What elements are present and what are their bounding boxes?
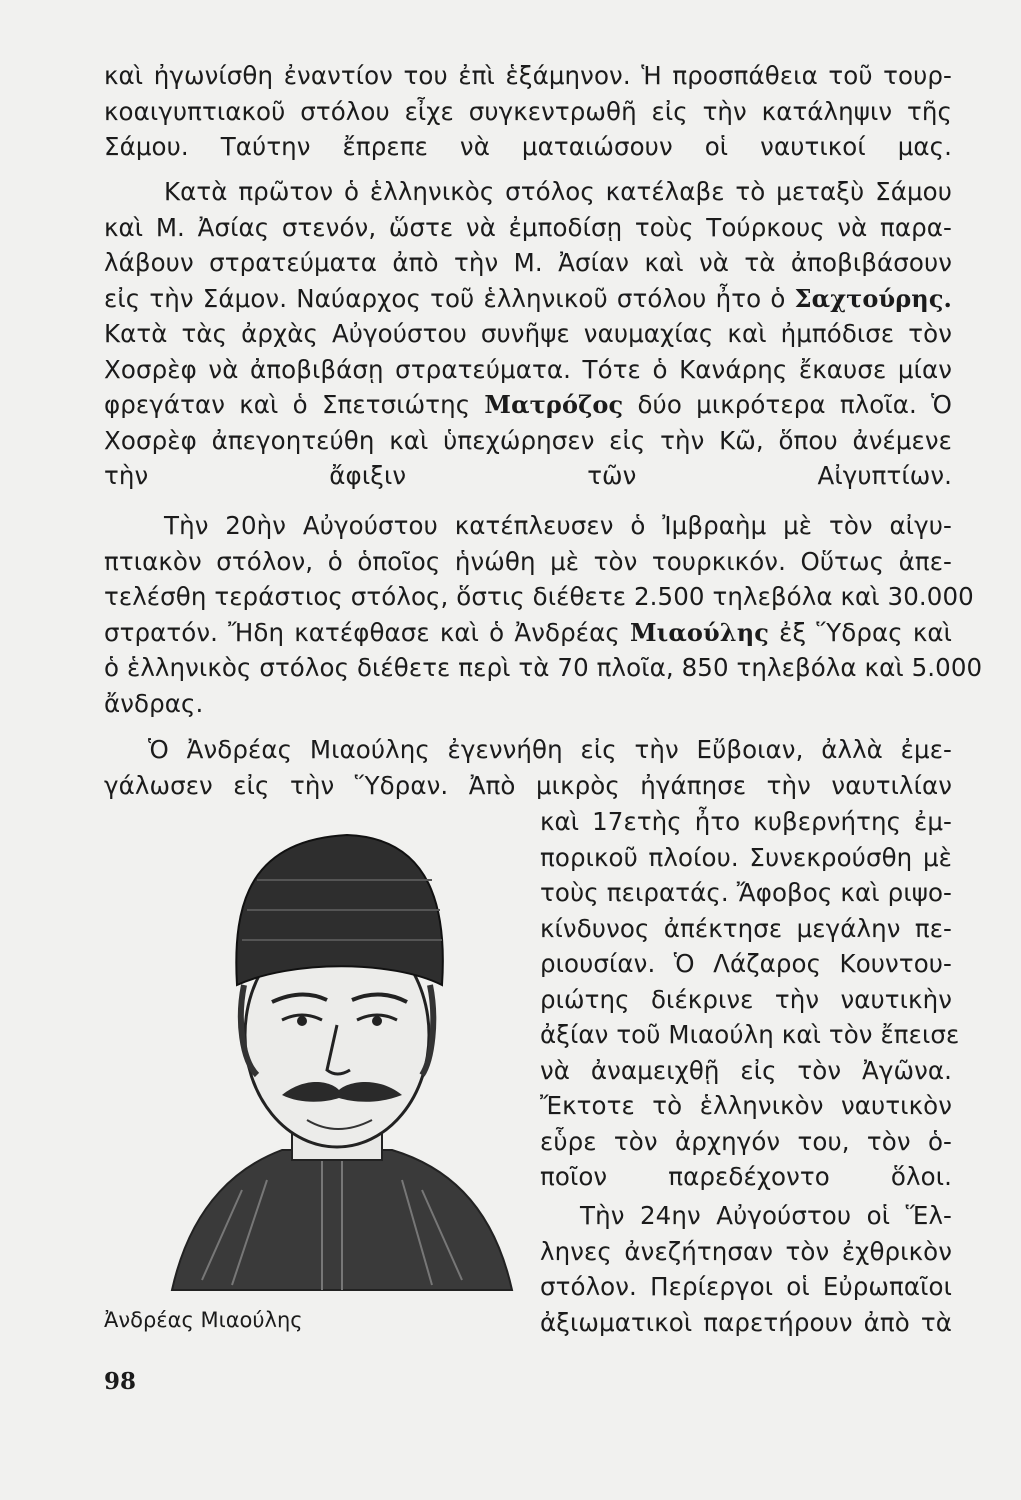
text-segment: φρεγάταν καὶ ὁ Σπετσιώτης (104, 390, 485, 419)
text-line: Σάμου. Ταύτην ἔπρεπε νὰ ματαιώσουν οἱ ναυτικοί μας. (104, 132, 952, 161)
text-line: γάλωσεν εἰς τὴν Ὕδραν. Ἀπὸ μικρὸς ἠγάπησε τὴν ναυτιλίαν (104, 770, 952, 800)
text-segment: εἰς τὴν Σάμον. Ναύαρχος τοῦ ἑλληνικοῦ στόλου ἦτο ὁ (104, 283, 795, 313)
text-line: Χοσρὲφ ἀπεγοητεύθη καὶ ὑπεχώρησεν εἰς τὴν Κῶ, ὅπου ἀνέμενε (104, 425, 952, 455)
text-line (104, 281, 952, 317)
portrait-pupil (297, 1016, 307, 1026)
name-miaoulis: Μιαούλης (629, 617, 769, 647)
text-line: ὁ ἑλληνικὸς στόλος διέθετε περὶ τὰ 70 πλοῖα, 850 τηλεβόλα καὶ 5.000 (104, 653, 983, 682)
text-line: ριουσίαν. Ὁ Λάζαρος Κουντου- (540, 949, 952, 978)
text-line (104, 387, 952, 423)
text-line: τελέσθη τεράστιος στόλος, ὅστις διέθετε 2.500 τηλεβόλα καὶ 30.000 (104, 582, 974, 611)
text-line: κοαιγυπτιακοῦ στόλου εἶχε συγκεντρωθῆ εἰς τὴν κατάληψιν τῆς (104, 96, 952, 126)
portrait-illustration (132, 820, 524, 1320)
name-matrozos: Ματρόζος (484, 390, 624, 419)
text-line: στόλον. Περίεργοι οἱ Εὐρωπαῖοι (540, 1272, 952, 1301)
text-line: καὶ 17ετὴς ἦτο κυβερνήτης ἐμ- (540, 807, 952, 836)
text-segment: ἐξ Ὕδρας καὶ (768, 617, 952, 647)
paragraph-4-full (104, 732, 952, 803)
text-line: Τὴν 20ὴν Αὐγούστου κατέπλευσεν ὁ Ἰμβραὴμ μὲ τὸν αἰγυ- (164, 511, 952, 540)
text-line: πορικοῦ πλοίου. Συνεκρούσθη μὲ (540, 842, 952, 872)
paragraph-3 (104, 508, 983, 721)
paragraph-2 (104, 174, 952, 494)
text-line (104, 615, 952, 651)
text-line: τοὺς πειρατάς. Ἄφοβος καὶ ριψο- (540, 878, 952, 907)
text-line: καὶ Μ. Ἀσίας στενόν, ὥστε νὰ ἐμποδίσῃ τοὺς Τούρκους νὰ παρα- (104, 212, 952, 242)
text-line: ριώτης διέκρινε τὴν ναυτικὴν (540, 984, 952, 1014)
text-line: Κατὰ τὰς ἀρχὰς Αὐγούστου συνῆψε ναυμαχίας καὶ ἠμπόδισε τὸν (104, 319, 952, 348)
paragraph-1 (104, 58, 952, 165)
portrait-caption: Ἀνδρέας Μιαούλης (104, 1308, 303, 1332)
text-segment: δύο μικρότερα πλοῖα. Ὁ (623, 390, 953, 419)
text-line: Χοσρὲφ νὰ ἀποβιβάσῃ στρατεύματα. Τότε ὁ Κανάρης ἔκαυσε μίαν (104, 354, 952, 384)
text-line: πτιακὸν στόλον, ὁ ὁποῖος ἡνώθη μὲ τὸν τουρκικόν. Οὕτως ἀπε- (104, 546, 952, 576)
paragraph-5-narrow (540, 1198, 952, 1340)
text-line: ἀξιωματικοὶ παρετήρουν ἀπὸ τὰ (540, 1307, 952, 1337)
portrait-pupil (372, 1016, 382, 1026)
text-line: λάβουν στρατεύματα ἀπὸ τὴν Μ. Ἀσίαν καὶ νὰ τὰ ἀποβιβάσουν (104, 248, 952, 277)
text-line: νὰ ἀναμειχθῇ εἰς τὸν Ἀγῶνα. (540, 1055, 952, 1085)
page-number: 98 (104, 1368, 137, 1395)
text-line: εὗρε τὸν ἀρχηγόν του, τὸν ὁ- (540, 1126, 952, 1156)
text-line: Ἔκτοτε τὸ ἑλληνικὸν ναυτικὸν (540, 1091, 952, 1120)
text-segment: στρατόν. Ἤδη κατέφθασε καὶ ὁ Ἀνδρέας (104, 617, 630, 647)
text-line: ἄνδρας. (104, 688, 204, 718)
paragraph-4-narrow (540, 804, 960, 1195)
text-line: ἀξίαν τοῦ Μιαούλη καὶ τὸν ἔπεισε (540, 1020, 960, 1049)
text-line: ληνες ἀνεζήτησαν τὸν ἐχθρικὸν (540, 1236, 952, 1266)
text-line: κίνδυνος ἀπέκτησε μεγάλην πε- (540, 913, 952, 943)
text-line: Ὁ Ἀνδρέας Μιαούλης ἐγεννήθη εἰς τὴν Εὔβοιαν, ἀλλὰ ἐμε- (148, 735, 952, 764)
text-line: Κατὰ πρῶτον ὁ ἑλληνικὸς στόλος κατέλαβε τὸ μεταξὺ Σάμου (164, 177, 952, 206)
text-line: καὶ ἠγωνίσθη ἐναντίον του ἐπὶ ἑξάμηνον. Ἡ προσπάθεια τοῦ τουρ- (104, 61, 952, 90)
text-line: τὴν ἄφιξιν τῶν Αἰγυπτίων. (104, 461, 952, 490)
text-line: Τὴν 24ην Αὐγούστου οἱ Ἕλ- (580, 1201, 952, 1230)
name-sachtouris: Σαχτούρης. (794, 283, 952, 313)
text-line: ποῖον παρεδέχοντο ὅλοι. (540, 1162, 952, 1191)
